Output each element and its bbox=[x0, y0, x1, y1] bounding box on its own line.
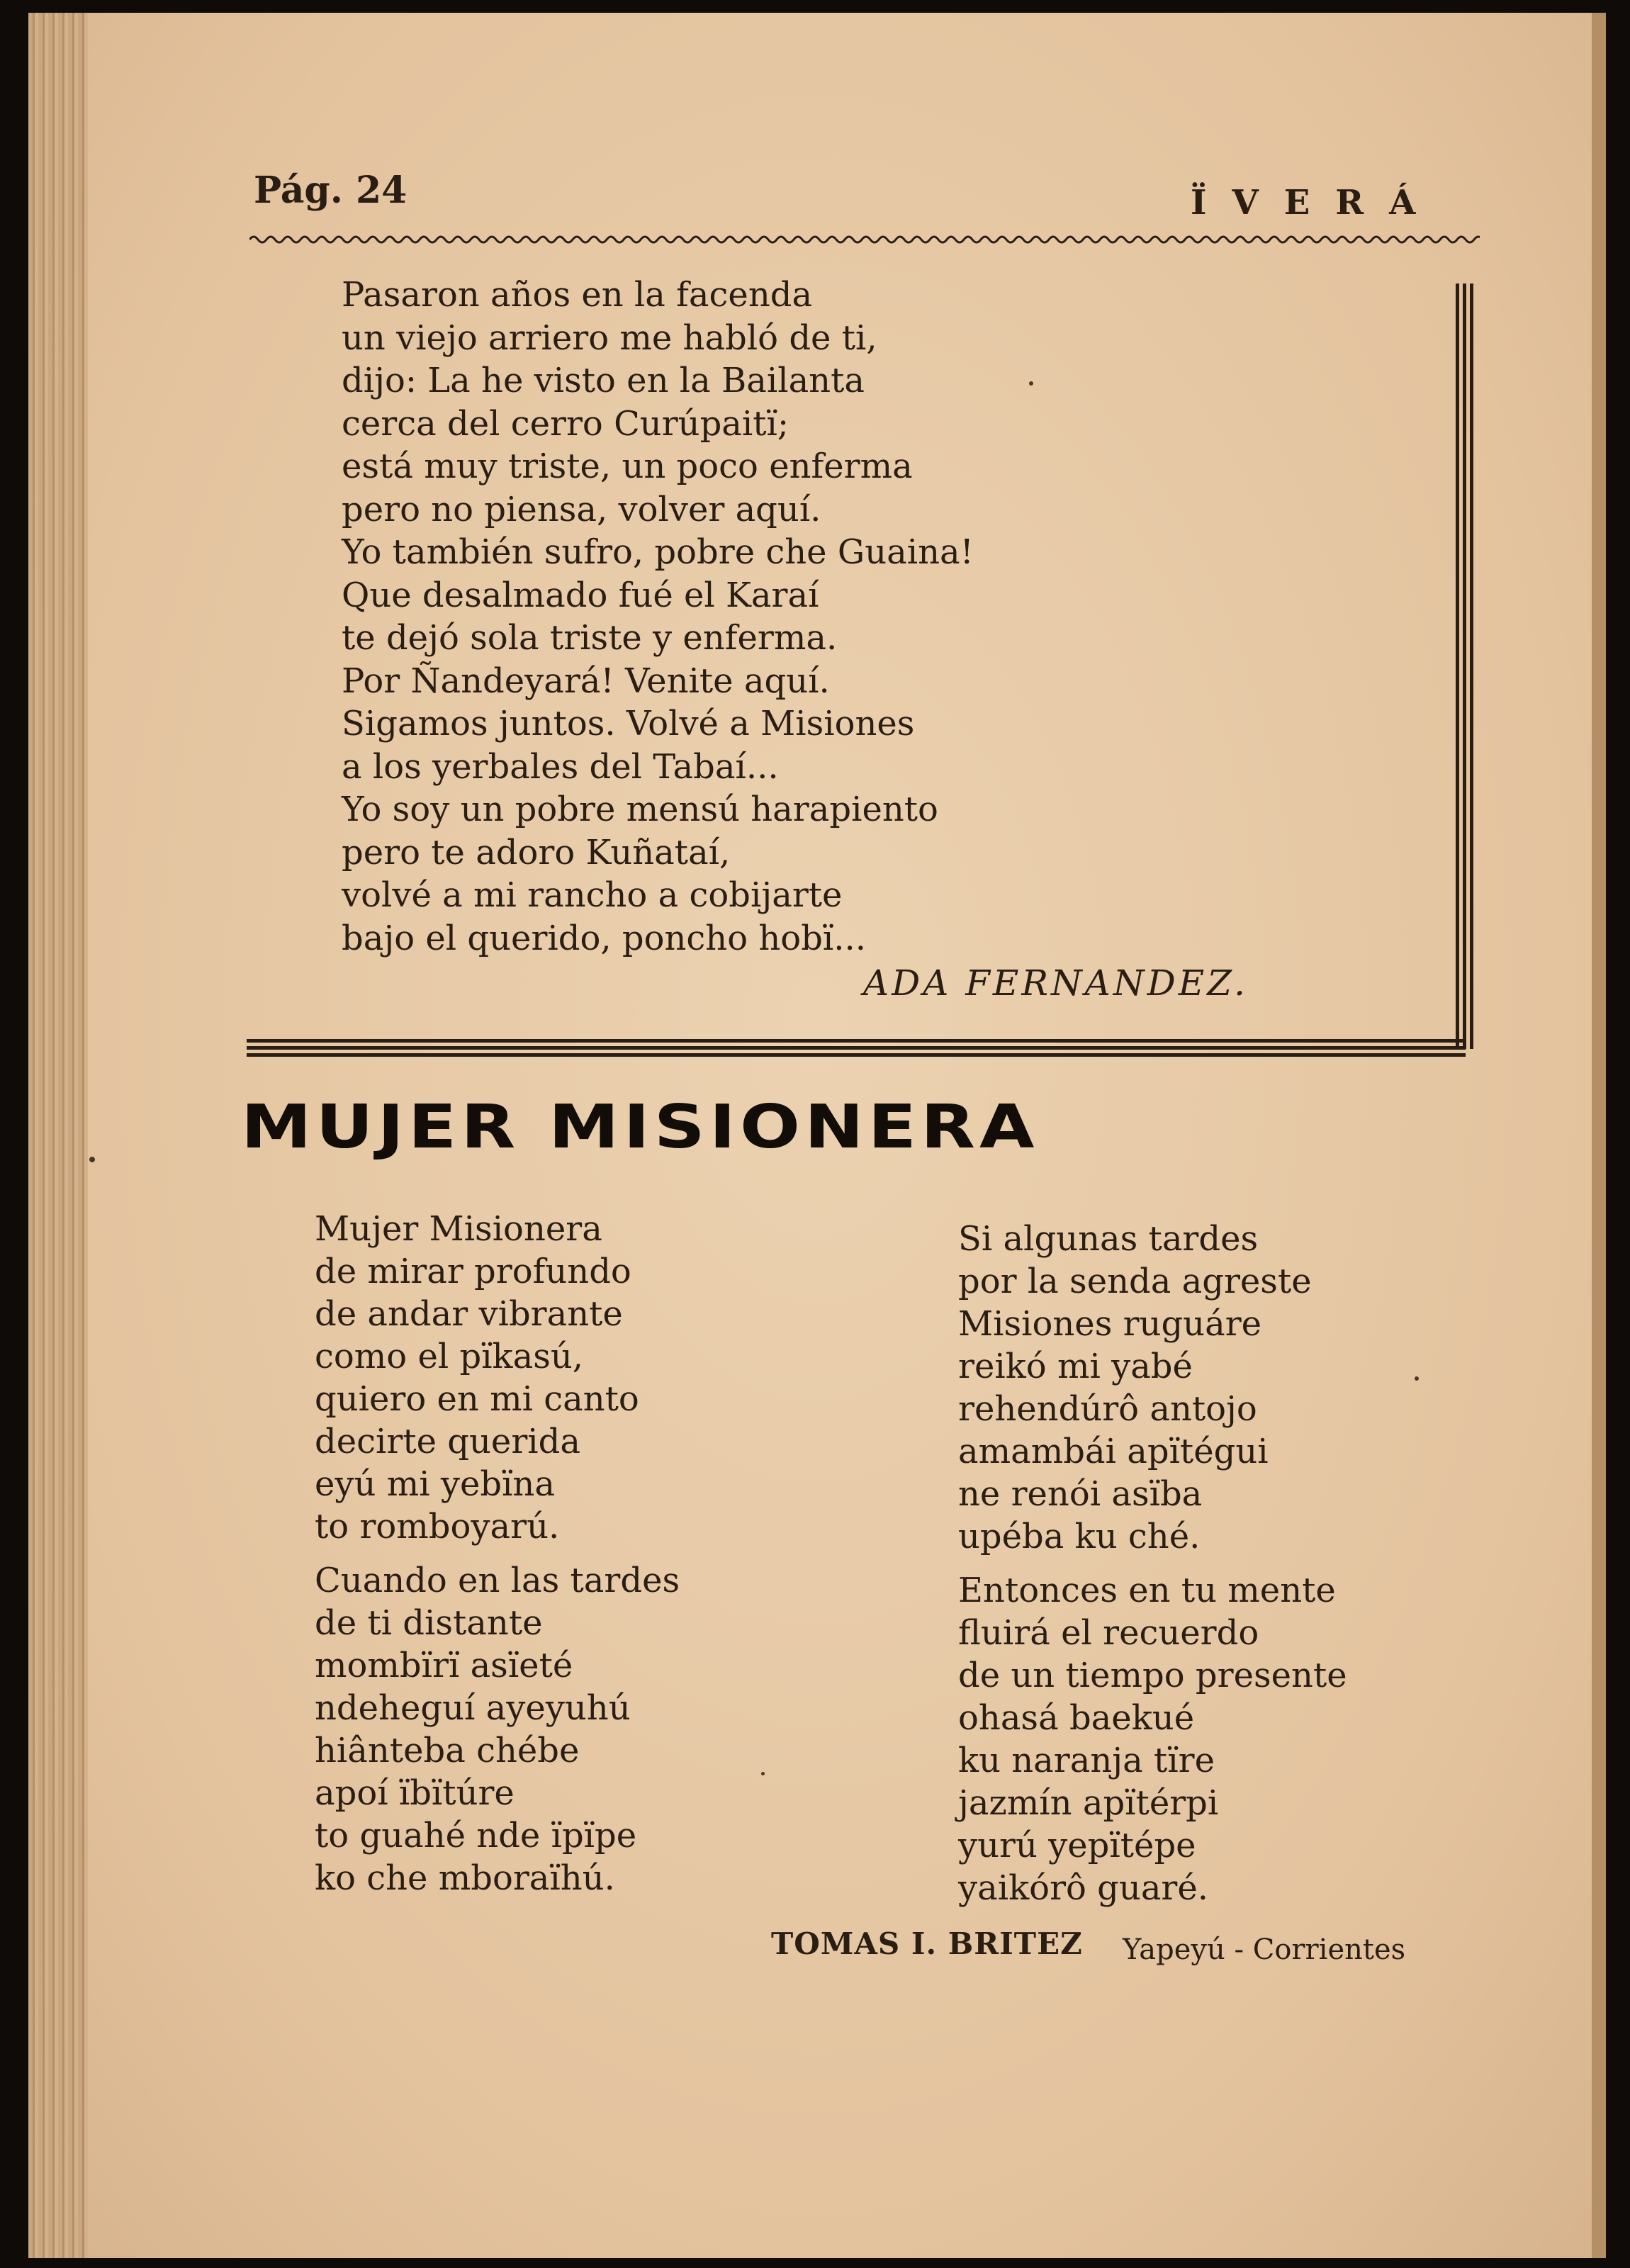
poem-line: está muy triste, un poco enferma bbox=[342, 447, 913, 486]
page-number: Pág. 24 bbox=[254, 169, 408, 212]
paper-speck bbox=[89, 1157, 95, 1162]
poem-line: apoí ïbïtúre bbox=[315, 1773, 515, 1813]
poem-line: Sigamos juntos. Volvé a Misiones bbox=[342, 704, 915, 743]
poem-line: volvé a mi rancho a cobijarte bbox=[342, 875, 843, 915]
page-stack-edge-left bbox=[28, 13, 88, 2258]
poem-line: hiânteba chébe bbox=[315, 1731, 580, 1770]
frame-line-right-3 bbox=[1470, 284, 1473, 1049]
stanza bbox=[315, 1208, 680, 1548]
poem-line: de mirar profundo bbox=[315, 1252, 631, 1291]
poem-line: to guahé nde ïpïpe bbox=[315, 1816, 637, 1856]
poem-line: dijo: La he visto en la Bailanta bbox=[342, 361, 865, 400]
paper-speck bbox=[1029, 381, 1033, 386]
poem-line: de ti distante bbox=[315, 1603, 543, 1643]
poem-one bbox=[342, 274, 974, 960]
poem-two-title: MUJER MISIONERA bbox=[241, 1091, 1039, 1162]
poem-line: Que desalmado fué el Karaí bbox=[342, 575, 819, 615]
stanza bbox=[958, 1569, 1347, 1909]
poem-line: yaikórô guaré. bbox=[958, 1868, 1209, 1908]
poem-line: yurú yepïtépe bbox=[958, 1826, 1196, 1865]
poem-line: Cuando en las tardes bbox=[315, 1561, 680, 1600]
paper-speck bbox=[761, 1772, 765, 1775]
poem-line: Misiones ruguáre bbox=[958, 1304, 1262, 1344]
poem-two-left-column bbox=[315, 1208, 680, 1911]
magazine-title: ÏVERÁ bbox=[1191, 183, 1441, 223]
poem-line: bajo el querido, poncho hobï... bbox=[342, 918, 867, 958]
poem-line: fluirá el recuerdo bbox=[958, 1613, 1259, 1653]
section-rule-1 bbox=[247, 1039, 1466, 1043]
poem-line: Pasaron años en la facenda bbox=[342, 275, 813, 315]
poem-line: Yo soy un pobre mensú harapiento bbox=[342, 790, 938, 829]
poem-line: Mujer Misionera bbox=[315, 1209, 602, 1249]
stanza bbox=[315, 1559, 680, 1899]
poem-line: Si algunas tardes bbox=[958, 1219, 1259, 1259]
poem-line: por la senda agreste bbox=[958, 1262, 1312, 1301]
section-rule-2 bbox=[247, 1046, 1466, 1050]
poem-line: rehendúrô antojo bbox=[958, 1389, 1257, 1429]
poem-two-place: Yapeyú - Corrientes bbox=[1123, 1933, 1406, 1966]
poem-line: de andar vibrante bbox=[315, 1294, 623, 1334]
stanza bbox=[958, 1218, 1347, 1558]
poem-two-author: TOMAS I. BRITEZ bbox=[771, 1926, 1083, 1961]
poem-one-author: ADA FERNANDEZ. bbox=[863, 962, 1248, 1004]
poem-line: pero te adoro Kuñataí, bbox=[342, 832, 731, 872]
poem-line: decirte querida bbox=[315, 1422, 580, 1461]
poem-line: ohasá baekué bbox=[958, 1698, 1195, 1738]
poem-line: pero no piensa, volver aquí. bbox=[342, 489, 821, 529]
frame-line-right-1 bbox=[1456, 284, 1459, 1049]
poem-line: Por Ñandeyará! Venite aquí. bbox=[342, 661, 830, 701]
poem-line: jazmín apïtérpi bbox=[958, 1783, 1219, 1823]
poem-line: reikó mi yabé bbox=[958, 1347, 1193, 1386]
poem-line: cerca del cerro Curúpaitï; bbox=[342, 403, 789, 444]
poem-two-right-column bbox=[958, 1218, 1347, 1921]
poem-line: de un tiempo presente bbox=[958, 1656, 1347, 1695]
poem-line: mombïrï asïeté bbox=[315, 1646, 573, 1685]
poem-line: Entonces en tu mente bbox=[958, 1571, 1336, 1610]
poem-line: ko che mboraïhú. bbox=[315, 1858, 615, 1898]
page-edge-right bbox=[1592, 13, 1606, 2258]
poem-line: a los yerbales del Tabaí... bbox=[342, 746, 779, 787]
poem-line: un viejo arriero me habló de ti, bbox=[342, 318, 877, 358]
poem-line: ne renói asïba bbox=[958, 1474, 1203, 1514]
poem-line: eyú mi yebïna bbox=[315, 1464, 555, 1504]
poem-line: to romboyarú. bbox=[315, 1507, 560, 1546]
poem-line: ndeheguí ayeyuhú bbox=[315, 1688, 631, 1728]
poem-line: quiero en mi canto bbox=[315, 1379, 639, 1419]
wavy-divider bbox=[249, 231, 1480, 248]
poem-line: como el pïkasú, bbox=[315, 1337, 584, 1376]
poem-line: amambái apïtégui bbox=[958, 1432, 1269, 1471]
poem-line: Yo también sufro, pobre che Guaina! bbox=[342, 532, 974, 572]
poem-line: te dejó sola triste y enferma. bbox=[342, 618, 838, 658]
section-rule-3 bbox=[247, 1053, 1466, 1057]
poem-line: ku naranja tïre bbox=[958, 1741, 1215, 1780]
frame-line-right-2 bbox=[1463, 284, 1466, 1049]
poem-line: upéba ku ché. bbox=[958, 1517, 1201, 1556]
paper-speck bbox=[1415, 1376, 1419, 1381]
